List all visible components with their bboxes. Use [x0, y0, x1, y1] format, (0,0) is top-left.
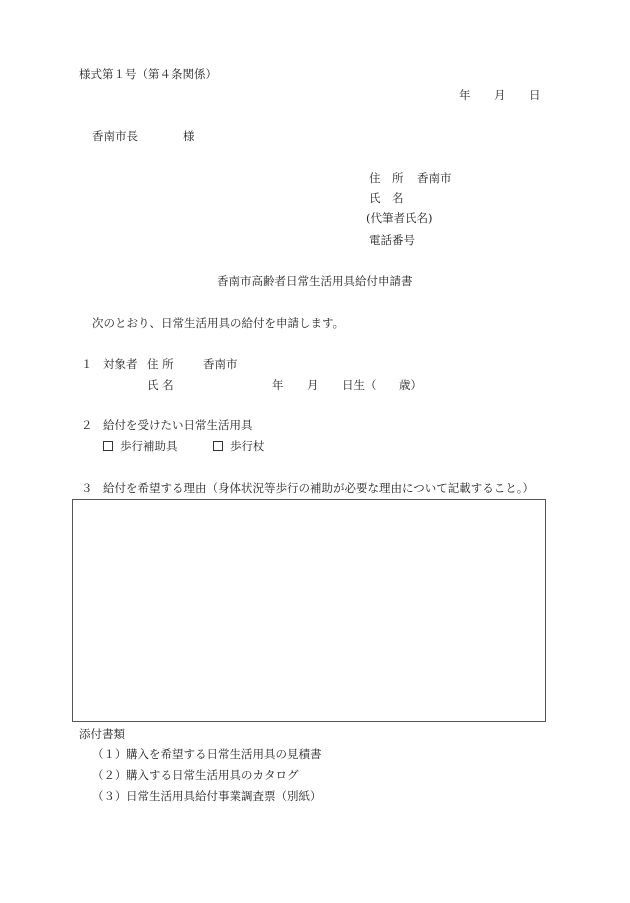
option-walking-aid-label: 歩行補助具: [120, 439, 178, 453]
section1-address-label: 住 所: [147, 357, 174, 371]
attachment-1-text: 購入を希望する日常生活用具の見積書: [126, 747, 322, 761]
section1-birth-month: 月: [307, 378, 319, 392]
option-walking-aid[interactable]: [103, 439, 178, 453]
section1-address-value: 香南市: [203, 357, 238, 371]
section2-number: ２: [81, 418, 93, 432]
section1-label: 対象者: [103, 357, 138, 371]
date-month-label: 月: [494, 88, 506, 102]
date-day-label: 日: [529, 88, 541, 102]
attachment-1-num: （１）: [92, 747, 127, 761]
option-walking-cane-label: 歩行杖: [230, 439, 265, 453]
date-year-label: 年: [459, 88, 471, 102]
section2-heading: 給付を受けたい日常生活用具: [103, 418, 253, 432]
form-number: 様式第１号（第４条関係）: [79, 67, 217, 81]
attachment-2-num: （２）: [92, 768, 127, 782]
attachment-3-num: （３）: [92, 789, 127, 803]
reason-text-box[interactable]: [72, 499, 546, 722]
option-walking-cane[interactable]: [213, 439, 265, 453]
section3-number: ３: [81, 481, 93, 495]
applicant-address-label: 住 所: [369, 171, 404, 185]
applicant-proxy-label: (代筆者氏名): [366, 211, 433, 225]
section1-birth-year: 年: [272, 378, 284, 392]
document-title: 香南市高齢者日常生活用具給付申請書: [217, 274, 413, 288]
section1-age: 歳）: [399, 378, 422, 392]
intro-text: 次のとおり、日常生活用具の給付を申請します。: [92, 316, 345, 330]
attachment-2-text: 購入する日常生活用具のカタログ: [126, 768, 299, 782]
section1-name-label: 氏 名: [147, 378, 174, 392]
addressee-honorific: 様: [183, 129, 195, 143]
section1-birth-day: 日生（: [342, 378, 377, 392]
attachments-heading: 添付書類: [79, 727, 125, 741]
checkbox-icon[interactable]: [213, 441, 223, 451]
applicant-address-value: 香南市: [417, 171, 452, 185]
section3-heading: 給付を希望する理由（身体状況等歩行の補助が必要な理由について記載すること。）: [103, 481, 535, 495]
applicant-phone-label: 電話番号: [369, 233, 415, 247]
attachment-3-text: 日常生活用具給付事業調査票（別紙）: [126, 789, 322, 803]
addressee-name: 香南市長: [92, 129, 138, 143]
section1-number: １: [81, 357, 93, 371]
checkbox-icon[interactable]: [103, 441, 113, 451]
applicant-name-label: 氏 名: [369, 191, 404, 205]
